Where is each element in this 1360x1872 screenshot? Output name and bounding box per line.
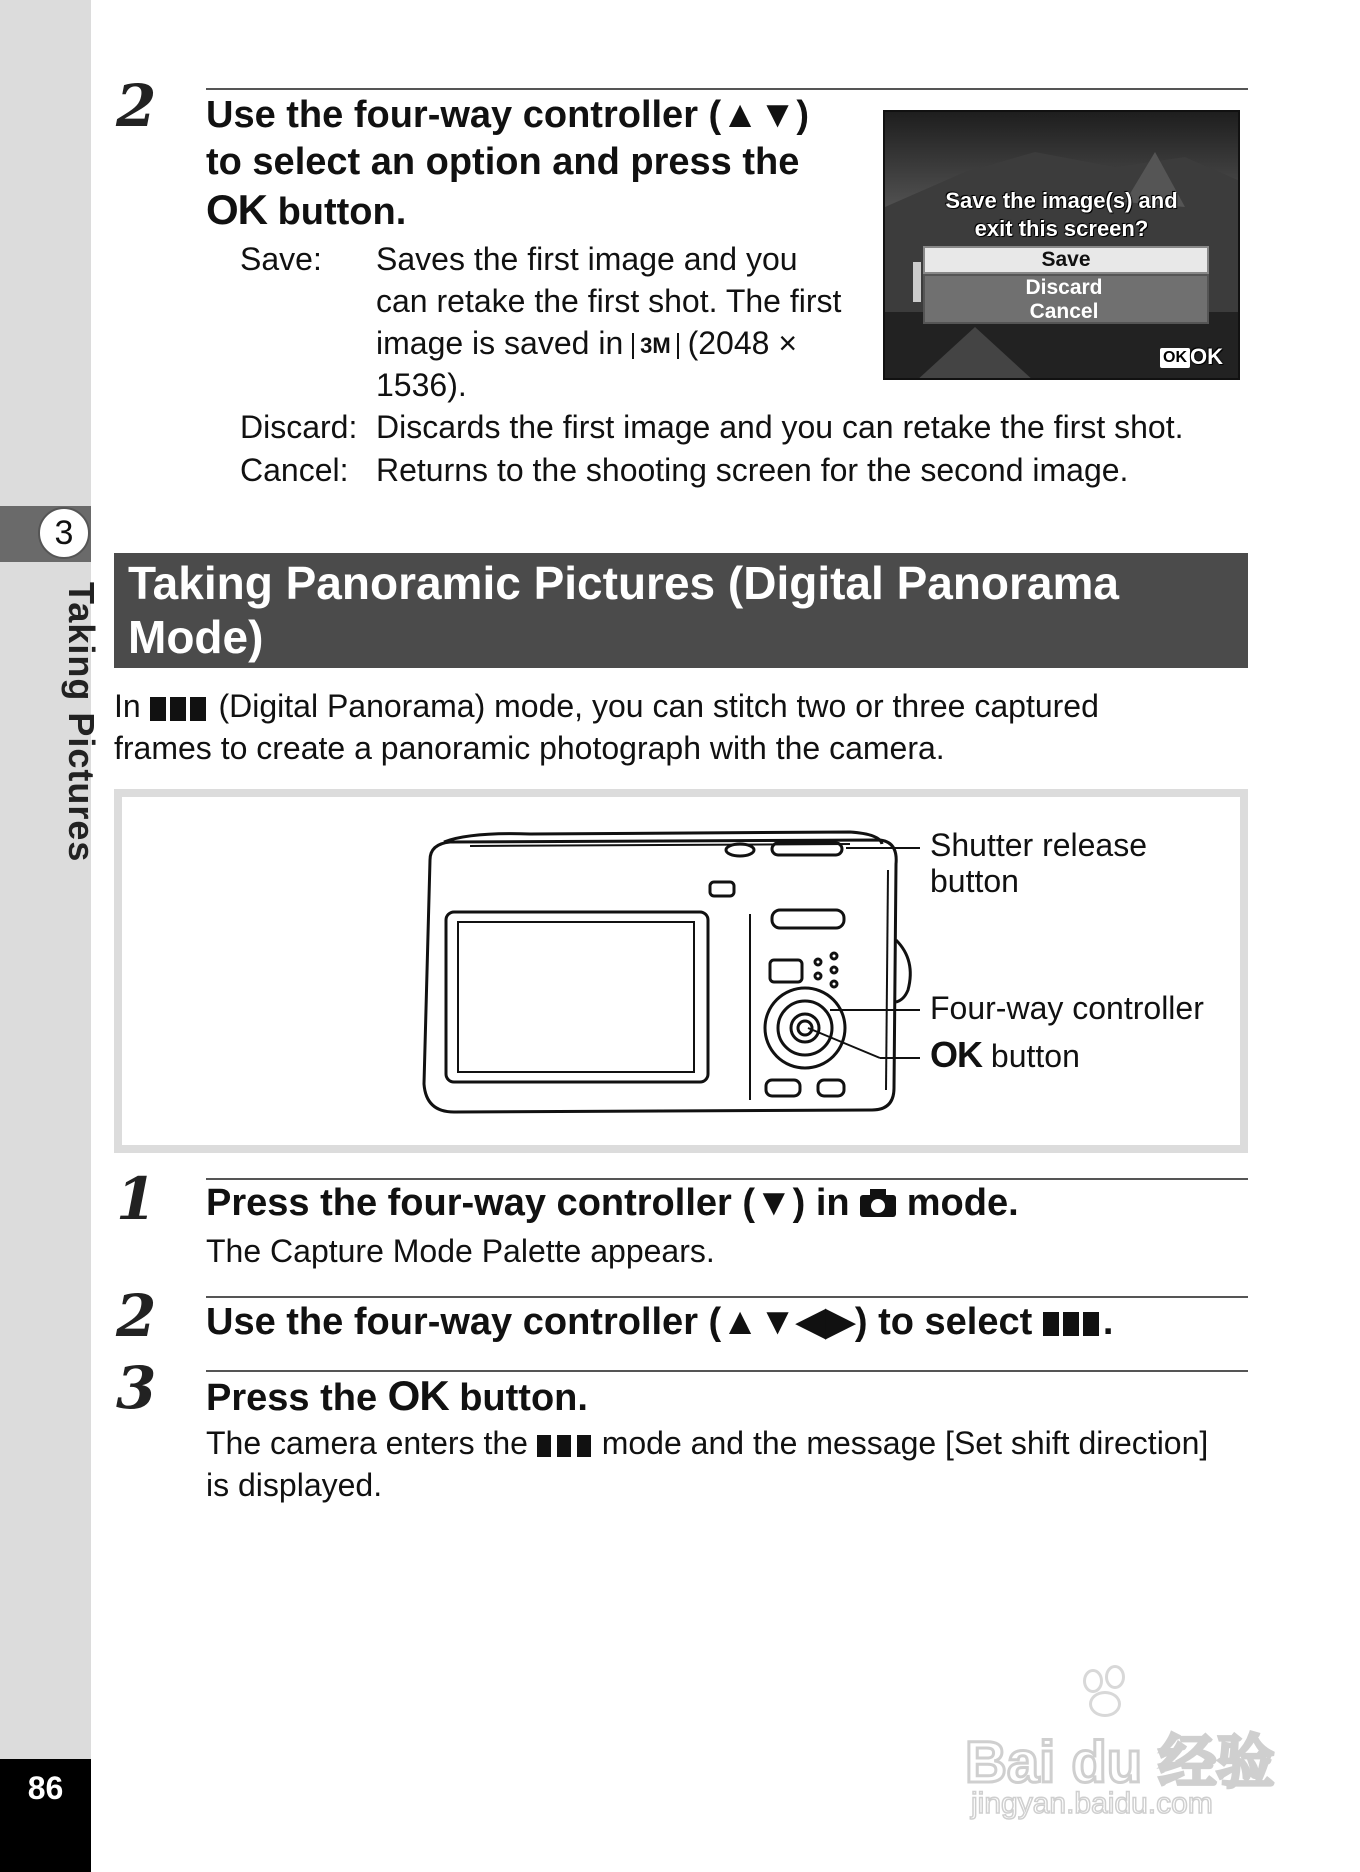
step-title-text: Press the: [206, 1377, 378, 1419]
step-title-text: Use the four-way controller (▲▼◀▶) to select: [206, 1301, 1033, 1343]
lcd-ok-badge: OK: [1160, 348, 1190, 368]
lcd-menu-save[interactable]: Save: [923, 246, 1209, 274]
step-title: [206, 92, 876, 236]
section-title-line1: Taking Panoramic Pictures (Digital Panorama: [128, 557, 1119, 609]
step-title-line3: [206, 186, 876, 236]
option-desc-save: [376, 238, 876, 406]
step-number: 2: [116, 1282, 157, 1350]
step-title-line1: Use the four-way controller (▲▼): [206, 94, 810, 136]
lcd-ok-label: OK: [1190, 344, 1223, 369]
step-rule: [206, 1296, 1248, 1298]
ok-glyph: OK: [930, 1034, 982, 1075]
option-desc-cancel: Returns to the shooting screen for the second image.: [376, 452, 1129, 488]
callout-text: button: [930, 863, 1019, 899]
chapter-sidebar: [0, 0, 91, 1872]
chapter-number: 3: [38, 507, 90, 559]
step-body-line2: is displayed.: [206, 1467, 383, 1503]
step-title-rest: button.: [277, 191, 407, 233]
step-body: The Capture Mode Palette appears.: [206, 1233, 715, 1269]
camera-mode-icon: [860, 1189, 896, 1217]
step-title-line2: to select an option and press the: [206, 141, 800, 183]
step-title-text: button.: [459, 1377, 588, 1419]
intro-line2: frames to create a panoramic photograph with the camera.: [114, 730, 945, 766]
step-body: [206, 1422, 1251, 1506]
lcd-prompt-line2: exit this screen?: [974, 216, 1149, 241]
option-label-discard: Discard:: [240, 409, 358, 445]
paw-icon: [1075, 1665, 1135, 1715]
digital-panorama-icon: [150, 697, 210, 721]
section-title: [128, 556, 1238, 664]
camera-back-illustration: [410, 830, 920, 1130]
camera-lcd-screenshot: [883, 110, 1240, 380]
section-intro: [114, 685, 1248, 769]
lcd-menu-cancel[interactable]: Cancel: [1029, 300, 1099, 323]
step-rule: [206, 88, 1248, 90]
ok-glyph: OK: [206, 186, 267, 233]
option-desc-line: Saves the first image and you: [376, 241, 798, 277]
callout-text: button: [990, 1038, 1080, 1074]
option-desc-text: image is saved in: [376, 325, 624, 361]
intro-line1: [114, 685, 1248, 727]
intro-text: In: [114, 688, 141, 724]
baidu-watermark: [965, 1665, 1295, 1825]
option-desc-line: [376, 322, 876, 364]
digital-panorama-icon: [1043, 1312, 1103, 1336]
option-label-cancel: Cancel:: [240, 452, 349, 488]
option-desc-discard: Discards the first image and you can retake the first shot.: [376, 409, 1184, 445]
step-body-line1: [206, 1422, 1251, 1464]
callout-shutter-release: [930, 827, 1147, 899]
step-title: [206, 1372, 1246, 1422]
step-number: 2: [116, 72, 157, 140]
callout-four-way-controller: Four-way controller: [930, 990, 1204, 1026]
step-title-text: .: [1102, 1301, 1114, 1343]
digital-panorama-icon: [537, 1435, 593, 1457]
option-desc-text: (2048 ×: [687, 325, 797, 361]
step-number: 3: [116, 1354, 157, 1422]
chapter-title: Taking Pictures: [61, 582, 102, 863]
callout-text: Shutter release: [930, 827, 1148, 863]
intro-text: (Digital Panorama) mode, you can stitch two or three captured: [218, 688, 1099, 724]
callout-ok-button: [930, 1034, 1080, 1077]
option-label-save: Save:: [240, 241, 322, 277]
option-desc-line: 1536).: [376, 367, 467, 403]
step-title-text: mode.: [906, 1182, 1019, 1224]
watermark-url: jingyan.baidu.com: [971, 1787, 1213, 1820]
step-body-text: The camera enters the: [206, 1425, 528, 1461]
size-3m-icon: 3M: [632, 333, 679, 359]
step-title: [206, 1180, 1246, 1227]
watermark-brand: Bai du 经验: [965, 1730, 1275, 1795]
option-desc-line: can retake the first shot. The first: [376, 283, 842, 319]
ok-glyph: OK: [387, 1372, 449, 1419]
step-title-text: Press the four-way controller (▼) in: [206, 1182, 850, 1224]
step-body-text: mode and the message [Set shift direction]: [601, 1425, 1209, 1461]
step-title: [206, 1299, 1246, 1346]
lcd-prompt-line1: Save the image(s) and: [945, 188, 1178, 213]
lcd-menu-discard[interactable]: Discard: [1025, 276, 1103, 299]
page-number: 86: [27, 1770, 64, 1806]
section-title-line2: Mode): [128, 611, 264, 663]
step-number: 1: [116, 1165, 157, 1233]
